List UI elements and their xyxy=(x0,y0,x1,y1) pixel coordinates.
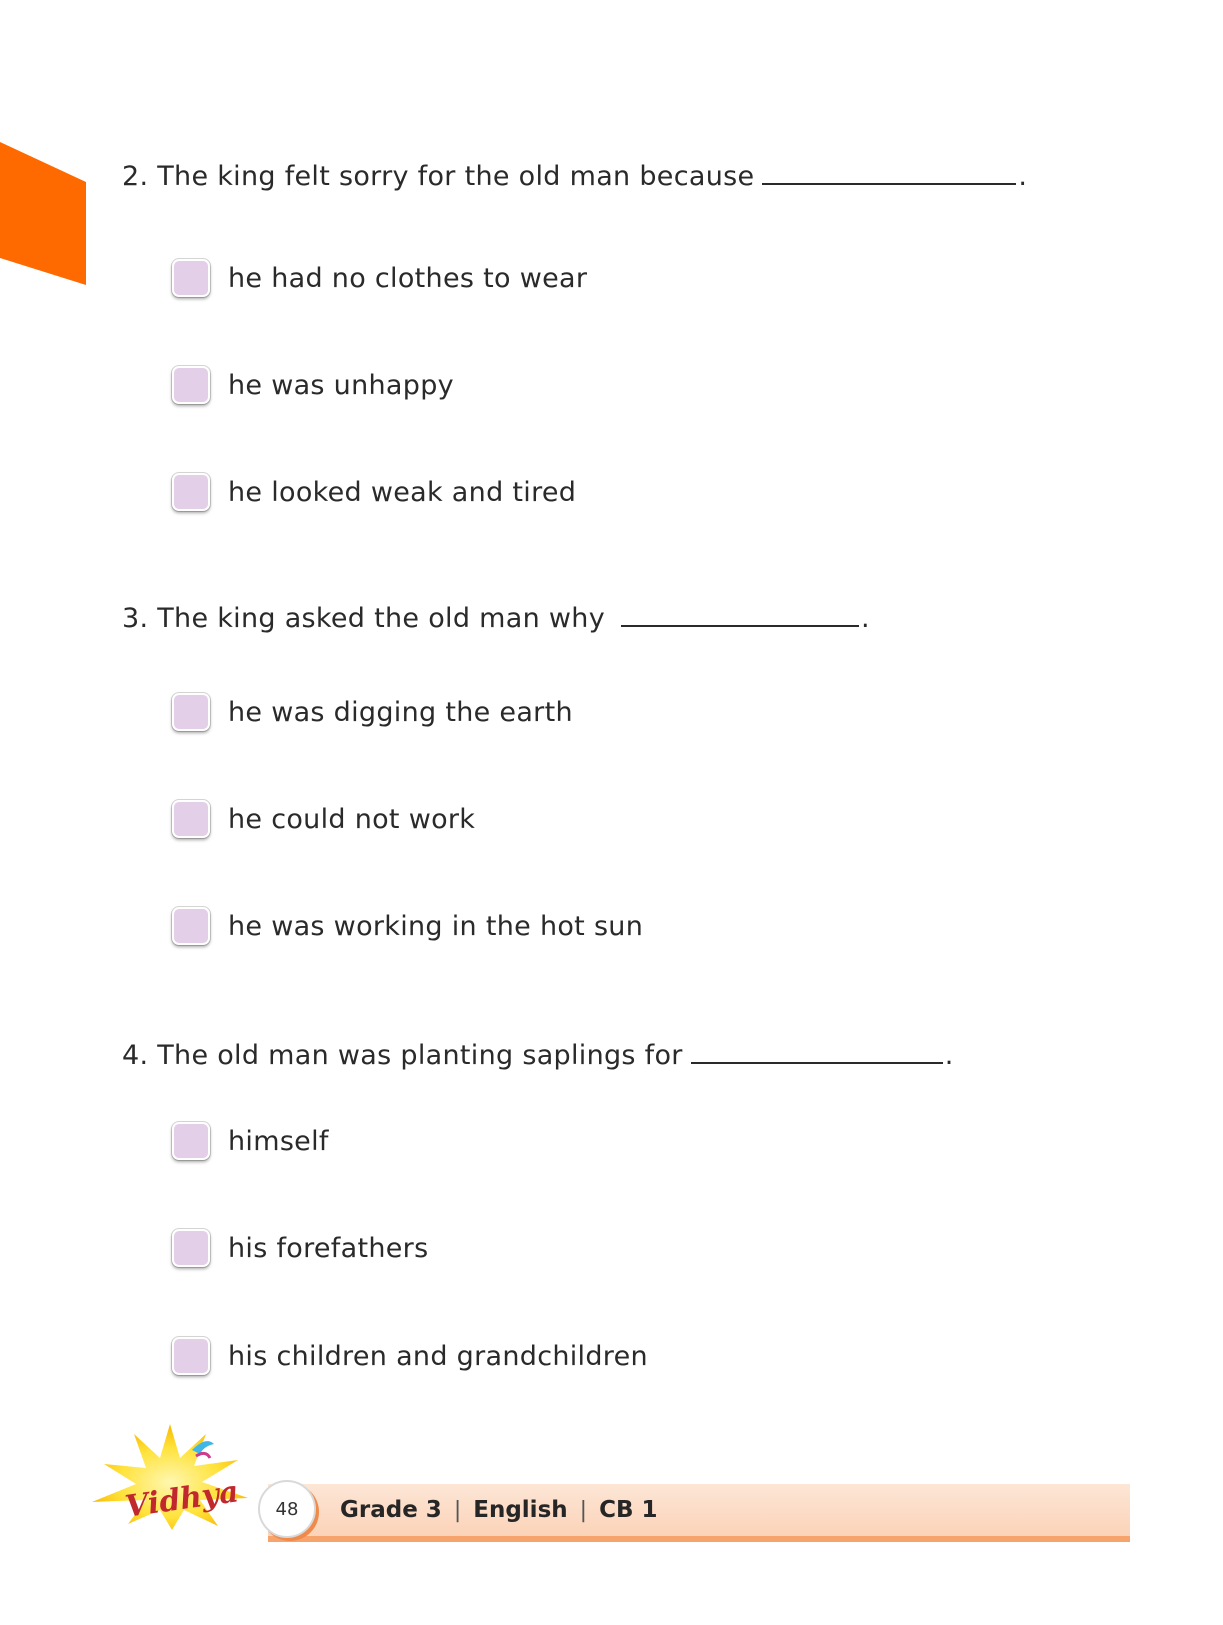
footer-subject: English xyxy=(473,1497,568,1523)
corner-tab-decoration xyxy=(0,0,90,290)
option-checkbox[interactable] xyxy=(172,907,210,945)
answer-blank xyxy=(691,1036,943,1064)
option-checkbox[interactable] xyxy=(172,693,210,731)
option-checkbox[interactable] xyxy=(172,1337,210,1375)
option-checkbox[interactable] xyxy=(172,800,210,838)
option-checkbox[interactable] xyxy=(172,259,210,297)
option-row[interactable] xyxy=(172,690,573,734)
answer-blank xyxy=(621,599,859,627)
option-label: he could not work xyxy=(228,803,476,835)
option-row[interactable] xyxy=(172,470,576,514)
option-row[interactable] xyxy=(172,1334,648,1378)
option-label: he was digging the earth xyxy=(228,696,573,728)
question-3 xyxy=(122,599,870,634)
option-row[interactable] xyxy=(172,256,587,300)
option-row[interactable] xyxy=(172,1226,428,1270)
option-row[interactable] xyxy=(172,904,643,948)
question-end-mark: . xyxy=(1018,161,1028,192)
option-label: he was working in the hot sun xyxy=(228,910,644,942)
option-label: he looked weak and tired xyxy=(228,476,577,508)
page-footer xyxy=(0,1420,1223,1560)
option-checkbox[interactable] xyxy=(172,473,210,511)
option-checkbox[interactable] xyxy=(172,366,210,404)
option-row[interactable] xyxy=(172,1119,329,1163)
footer-separator: | xyxy=(579,1497,588,1523)
question-2 xyxy=(122,157,1027,192)
option-row[interactable] xyxy=(172,363,454,407)
page-number: 48 xyxy=(258,1480,316,1538)
option-checkbox[interactable] xyxy=(172,1229,210,1267)
option-checkbox[interactable] xyxy=(172,1122,210,1160)
logo-wordmark: Vidhya xyxy=(123,1474,241,1525)
question-2-prompt: 2. The king felt sorry for the old man because xyxy=(122,161,755,192)
option-label: he was unhappy xyxy=(228,369,454,401)
footer-grade: Grade 3 xyxy=(340,1497,442,1523)
option-label: himself xyxy=(228,1125,329,1157)
footer-book-info xyxy=(340,1484,657,1536)
option-label: his forefathers xyxy=(228,1232,429,1264)
option-label: his children and grandchildren xyxy=(228,1340,648,1372)
footer-separator: | xyxy=(453,1497,462,1523)
question-end-mark: . xyxy=(860,603,870,634)
option-label: he had no clothes to wear xyxy=(228,262,588,294)
option-row[interactable] xyxy=(172,797,475,841)
question-4 xyxy=(122,1036,954,1071)
answer-blank xyxy=(762,157,1016,185)
question-3-prompt: 3. The king asked the old man why xyxy=(122,603,605,634)
footer-book: CB 1 xyxy=(599,1497,658,1523)
question-end-mark: . xyxy=(944,1040,954,1071)
question-4-prompt: 4. The old man was planting saplings for xyxy=(122,1040,683,1071)
